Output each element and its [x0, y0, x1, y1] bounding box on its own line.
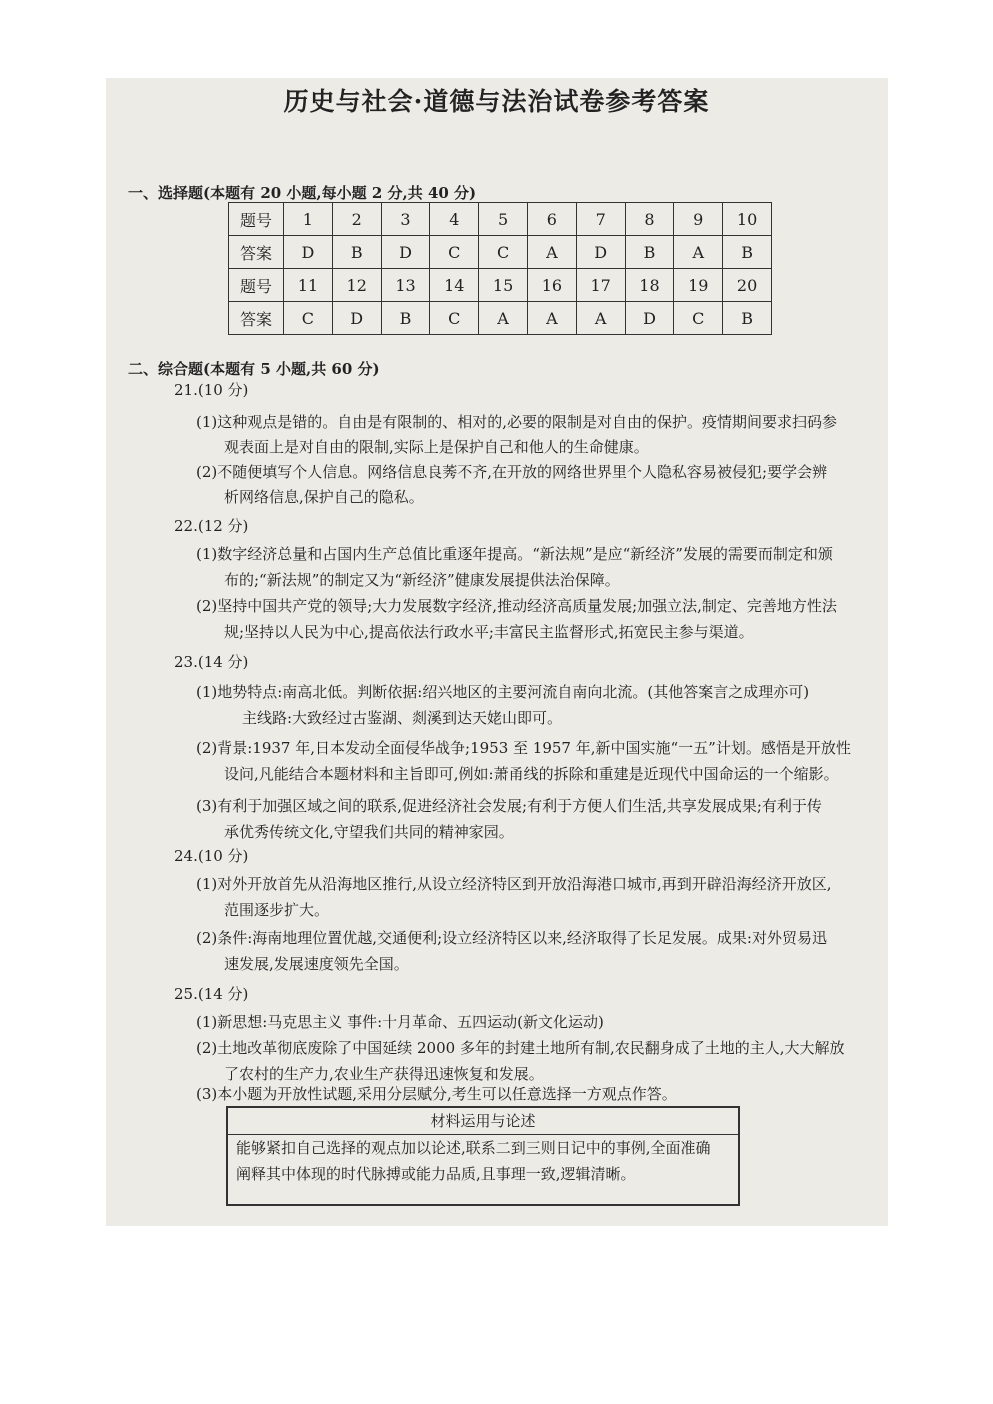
table-cell: A — [479, 302, 528, 335]
question-21-heading: 21.(10 分) — [174, 381, 249, 399]
table-cell: C — [479, 236, 528, 269]
answer-line: 规;坚持以人民为中心,提高依法行政水平;丰富民主监督形式,拓宽民主参与渠道。 — [224, 623, 754, 641]
answer-line: 范围逐步扩大。 — [224, 901, 330, 919]
answer-line: 承优秀传统文化,守望我们共同的精神家园。 — [224, 823, 514, 841]
table-cell: A — [674, 236, 723, 269]
answer-line: 主线路:大致经过古鉴湖、剡溪到达天姥山即可。 — [242, 709, 563, 727]
table-cell: 16 — [527, 269, 576, 302]
table-cell: 9 — [674, 203, 723, 236]
table-cell: C — [674, 302, 723, 335]
table-cell: 6 — [527, 203, 576, 236]
scoring-criteria-line: 能够紧扣自己选择的观点加以论述,联系二到三则日记中的事例,全面准确 — [236, 1139, 711, 1157]
scoring-criteria-line: 阐释其中体现的时代脉搏或能力品质,且事理一致,逻辑清晰。 — [236, 1165, 636, 1183]
table-cell: 3 — [381, 203, 430, 236]
table-cell: C — [284, 302, 333, 335]
answer-line: (2)条件:海南地理位置优越,交通便利;设立经济特区以来,经济取得了长足发展。成果:对外贸易迅 — [196, 929, 827, 947]
table-cell: 14 — [430, 269, 479, 302]
answer-line: 速发展,发展速度领先全国。 — [224, 955, 409, 973]
scoring-criteria-heading: 材料运用与论述 — [228, 1108, 738, 1135]
answer-line: 了农村的生产力,农业生产获得迅速恢复和发展。 — [224, 1065, 544, 1083]
table-row — [229, 203, 772, 236]
question-25-heading: 25.(14 分) — [174, 985, 249, 1003]
answer-line: (2)不随便填写个人信息。网络信息良莠不齐,在开放的网络世界里个人隐私容易被侵犯;要学会辨 — [196, 463, 828, 481]
answer-line: (1)数字经济总量和占国内生产总值比重逐年提高。“新法规”是应“新经济”发展的需要而制定和颁 — [196, 545, 833, 563]
table-cell: 11 — [284, 269, 333, 302]
table-cell: 8 — [625, 203, 674, 236]
table-row — [229, 302, 772, 335]
table-cell: 2 — [332, 203, 381, 236]
table-row — [229, 269, 772, 302]
table-cell: 19 — [674, 269, 723, 302]
answer-line: (3)本小题为开放性试题,采用分层赋分,考生可以任意选择一方观点作答。 — [196, 1085, 677, 1103]
table-cell: D — [284, 236, 333, 269]
answer-line: (2)土地改革彻底废除了中国延续 2000 多年的封建土地所有制,农民翻身成了土地的主人,大大解放 — [196, 1039, 845, 1057]
table-cell: B — [332, 236, 381, 269]
scoring-criteria-box — [226, 1106, 740, 1206]
answer-line: (1)对外开放首先从沿海地区推行,从设立经济特区到开放沿海港口城市,再到开辟沿海经济开放区, — [196, 875, 832, 893]
table-cell: 18 — [625, 269, 674, 302]
table-cell: C — [430, 302, 479, 335]
table-cell: 15 — [479, 269, 528, 302]
section-comprehensive-heading: 二、综合题(本题有 5 小题,共 60 分) — [128, 360, 380, 378]
table-cell: 1 — [284, 203, 333, 236]
table-cell: B — [723, 236, 772, 269]
table-cell: A — [576, 302, 625, 335]
row-label: 题号 — [229, 269, 284, 302]
table-cell: B — [723, 302, 772, 335]
table-cell: 17 — [576, 269, 625, 302]
table-row — [229, 236, 772, 269]
table-cell: B — [381, 302, 430, 335]
row-label: 题号 — [229, 203, 284, 236]
table-cell: A — [527, 302, 576, 335]
table-cell: 13 — [381, 269, 430, 302]
answer-line: 布的;“新法规”的制定又为“新经济”健康发展提供法治保障。 — [224, 571, 620, 589]
table-cell: 4 — [430, 203, 479, 236]
answer-line: (1)地势特点:南高北低。判断依据:绍兴地区的主要河流自南向北流。(其他答案言之成理亦可) — [196, 683, 810, 701]
table-cell: D — [332, 302, 381, 335]
table-cell: D — [625, 302, 674, 335]
question-24-heading: 24.(10 分) — [174, 847, 249, 865]
page-title: 历史与社会·道德与法治试卷参考答案 — [283, 87, 710, 116]
table-cell: 5 — [479, 203, 528, 236]
answer-line: (2)背景:1937 年,日本发动全面侵华战争;1953 至 1957 年,新中国实施“一五”计划。感悟是开放性 — [196, 739, 851, 757]
answer-line: (1)这种观点是错的。自由是有限制的、相对的,必要的限制是对自由的保护。疫情期间要求扫码参 — [196, 413, 838, 431]
table-cell: A — [527, 236, 576, 269]
table-cell: 12 — [332, 269, 381, 302]
answer-line: (1)新思想:马克思主义 事件:十月革命、五四运动(新文化运动) — [196, 1013, 604, 1031]
row-label: 答案 — [229, 302, 284, 335]
table-cell: C — [430, 236, 479, 269]
answer-line: (2)坚持中国共产党的领导;大力发展数字经济,推动经济高质量发展;加强立法,制定、完善地方性法 — [196, 597, 837, 615]
answer-line: 设问,凡能结合本题材料和主旨即可,例如:萧甬线的拆除和重建是近现代中国命运的一个缩影。 — [224, 765, 839, 783]
answer-line: (3)有利于加强区域之间的联系,促进经济社会发展;有利于方便人们生活,共享发展成果;有利于传 — [196, 797, 822, 815]
table-cell: 20 — [723, 269, 772, 302]
answer-line: 析网络信息,保护自己的隐私。 — [224, 488, 424, 506]
table-cell: D — [381, 236, 430, 269]
answer-table — [228, 202, 772, 335]
answer-line: 观表面上是对自由的限制,实际上是保护自己和他人的生命健康。 — [224, 438, 649, 456]
table-cell: 7 — [576, 203, 625, 236]
section-choice-heading: 一、选择题(本题有 20 小题,每小题 2 分,共 40 分) — [128, 184, 477, 202]
row-label: 答案 — [229, 236, 284, 269]
table-cell: B — [625, 236, 674, 269]
question-22-heading: 22.(12 分) — [174, 517, 249, 535]
table-cell: 10 — [723, 203, 772, 236]
question-23-heading: 23.(14 分) — [174, 653, 249, 671]
table-cell: D — [576, 236, 625, 269]
